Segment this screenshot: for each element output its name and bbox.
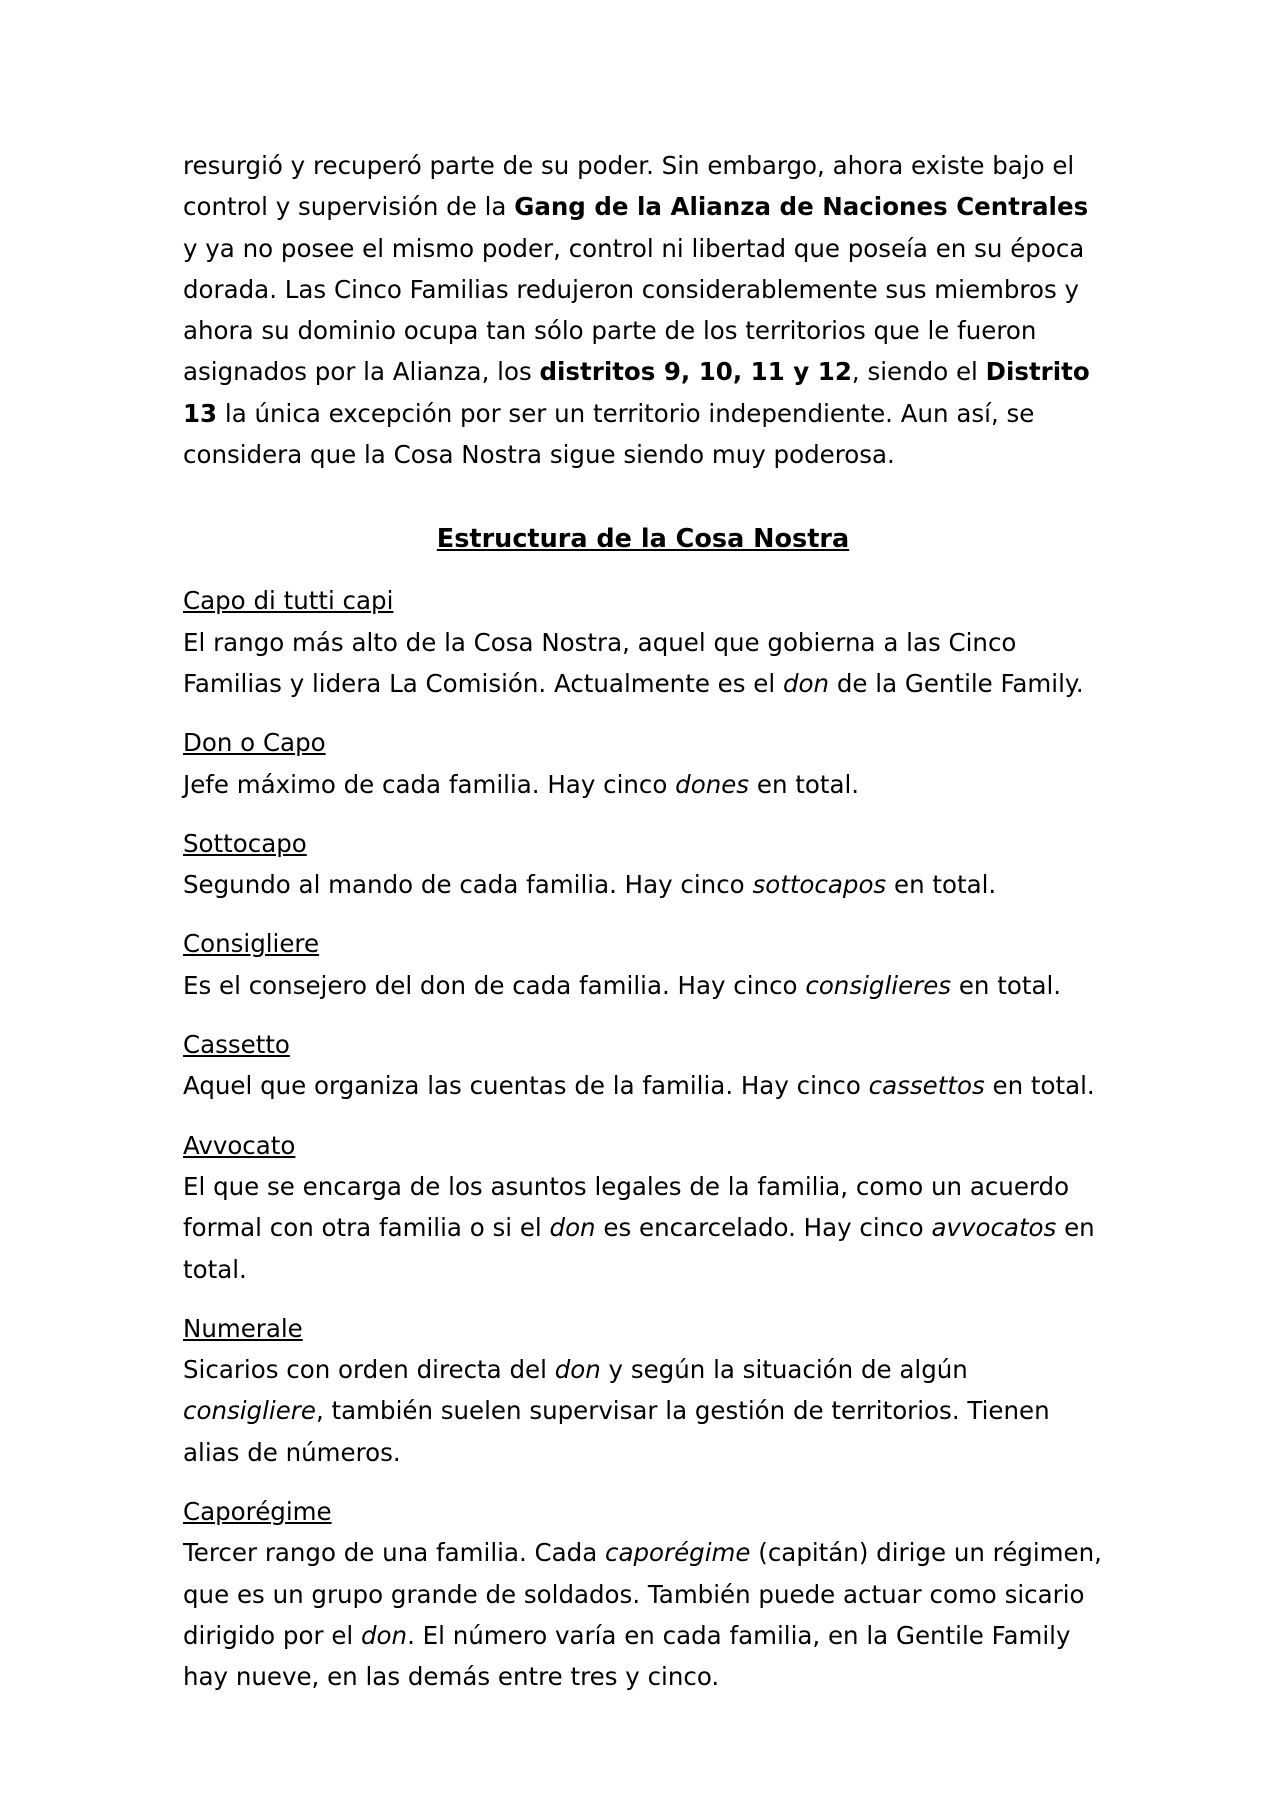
role-description: Aquel que organiza las cuentas de la familia. Hay cinco cassettos en total. bbox=[183, 1071, 1095, 1101]
role-entry bbox=[183, 923, 1103, 1006]
role-name: Consigliere bbox=[183, 929, 320, 959]
intro-bold-alliance: Gang de la Alianza de Naciones Centrales bbox=[514, 192, 1089, 222]
intro-bold-district-13: Distrito 13 bbox=[183, 357, 1090, 428]
role-name: Cassetto bbox=[183, 1030, 290, 1060]
role-description: Es el consejero del don de cada familia. Hay cinco consiglieres en total. bbox=[183, 970, 1062, 1000]
role-name: Numerale bbox=[183, 1313, 303, 1343]
section-title: Estructura de la Cosa Nostra bbox=[436, 524, 850, 555]
intro-text: resurgió y recuperó parte de su poder. Sin embargo, ahora existe bajo el control y supervisión de la bbox=[183, 151, 1075, 222]
role-entry bbox=[183, 1024, 1103, 1107]
role-description: El rango más alto de la Cosa Nostra, aquel que gobierna a las Cinco Familias y lidera La Comisión. Actualmente es el don de la Gentile Family. bbox=[183, 627, 1084, 698]
role-entry bbox=[183, 823, 1103, 906]
role-name: Avvocato bbox=[183, 1130, 296, 1160]
role-entry bbox=[183, 1308, 1103, 1473]
role-entry bbox=[183, 722, 1103, 805]
role-name: Caporégime bbox=[183, 1497, 332, 1527]
intro-paragraph bbox=[183, 145, 1103, 475]
intro-bold-districts: distritos 9, 10, 11 y 12 bbox=[539, 357, 852, 387]
intro-text: , siendo el bbox=[851, 357, 986, 387]
role-name: Capo di tutti capi bbox=[183, 586, 394, 616]
role-description: Jefe máximo de cada familia. Hay cinco dones en total. bbox=[183, 769, 860, 799]
page-content bbox=[183, 145, 1103, 1716]
role-entry bbox=[183, 580, 1103, 704]
role-description: Tercer rango de una familia. Cada caporégime (capitán) dirige un régimen, que es un grupo grande de soldados. También puede actuar como sicario dirigido por el don. El número varía en cada familia, en la Gentile Family hay nueve, en las demás entre tres y cinco. bbox=[183, 1538, 1102, 1692]
role-name: Sottocapo bbox=[183, 828, 307, 858]
intro-text: la única excepción por ser un territorio independiente. Aun así, se considera que la Cosa Nostra sigue siendo muy poderosa. bbox=[183, 398, 1035, 470]
role-description: Segundo al mando de cada familia. Hay cinco sottocapos en total. bbox=[183, 870, 997, 900]
role-entry bbox=[183, 1125, 1103, 1290]
role-description: El que se encarga de los asuntos legales de la familia, como un acuerdo formal con otra familia o si el don es encarcelado. Hay cinco avvocatos en total. bbox=[183, 1171, 1095, 1284]
role-description: Sicarios con orden directa del don y según la situación de algún consigliere, también suelen supervisar la gestión de territorios. Tienen alias de números. bbox=[183, 1355, 1050, 1467]
intro-text: y ya no posee el mismo poder, control ni libertad que poseía en su época dorada. Las Cinco Familias redujeron considerablemente sus miembros y ahora su dominio ocupa tan sólo parte de los territorios que le fueron asignados por la Alianza, los bbox=[183, 233, 1085, 387]
role-name: Don o Capo bbox=[183, 728, 326, 758]
role-entry bbox=[183, 1491, 1103, 1697]
